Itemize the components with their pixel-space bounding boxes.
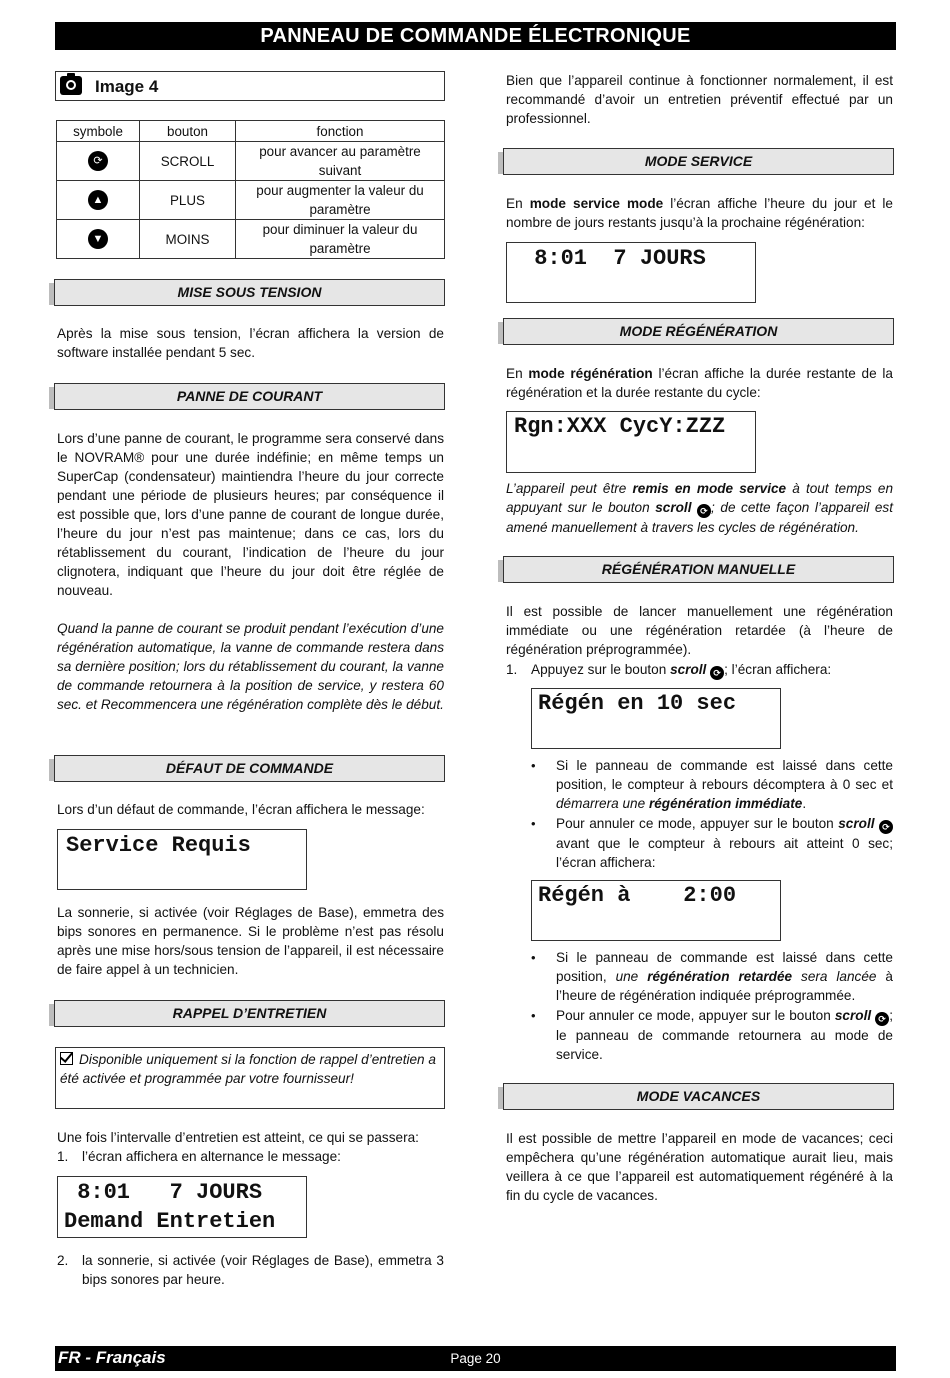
- table-cell: PLUS: [140, 181, 236, 220]
- paragraph: Lors d’un défaut de commande, l’écran affichera le message:: [57, 802, 425, 817]
- paragraph: Bien que l’appareil continue à fonctionner normalement, il est recommandé d’avoir un entretien préventif effectué par un professionnel.: [506, 73, 893, 126]
- lcd-line: 8:01 7 JOURS: [64, 1180, 263, 1205]
- paragraph: Il est possible de lancer manuellement une régénération immédiate ou une régénération retardée (à l’heure de régénération préprogrammée).: [506, 604, 893, 657]
- list-number: 2.: [57, 1253, 69, 1268]
- table-header: bouton: [140, 121, 236, 142]
- plus-icon: ▲: [88, 190, 108, 210]
- scroll-icon: ⟳: [875, 1012, 889, 1026]
- list-item: [506, 660, 893, 679]
- lcd-display-service-requis: Service Requis: [57, 829, 307, 890]
- list-number: 1.: [506, 662, 518, 677]
- note-text: Disponible uniquement si la fonction de rappel d’entretien a été activée et programmée par votre fournisseur!: [60, 1052, 436, 1086]
- table-header: symbole: [57, 121, 140, 142]
- lcd-display-mode-regeneration: Rgn:XXX CycY:ZZZ: [506, 411, 756, 473]
- lcd-display-regen-10-sec: Régén en 10 sec: [531, 688, 781, 749]
- paragraph: Il est possible de mettre l’appareil en mode de vacances; ceci empêchera qu’une régénération automatique aurait lieu, mais veillera à ce que l’appareil est automatiquement régénéré à la fin du cycle de vacances.: [506, 1131, 893, 1203]
- table-header-row: [57, 121, 445, 142]
- image-caption-box: [55, 71, 445, 101]
- bullet-item: • Pour annuler ce mode, appuyer sur le bouton scroll ⟳ ; le panneau de commande retournera au mode de service.: [531, 1008, 893, 1062]
- paragraph: Après la mise sous tension, l’écran affichera la version de software installée pendant 5 sec.: [57, 326, 444, 360]
- table-cell: SCROLL: [140, 142, 236, 181]
- bullet-item: • Si le panneau de commande est laissé dans cette position, le compteur à rebours décomptera à 0 sec et démarrera une régénération immédiate.: [531, 758, 893, 811]
- bullet-item: • Si le panneau de commande est laissé dans cette position, une régénération retardée sera lancée à l’heure de régénération indiquée préprogrammée.: [531, 950, 893, 1003]
- table-row: [57, 142, 445, 181]
- checkbox-icon: [60, 1052, 73, 1065]
- note-box: [55, 1047, 445, 1109]
- footer-language: FR - Français: [58, 1348, 166, 1367]
- symbol-table: [56, 120, 445, 259]
- paragraph: La sonnerie, si activée (voir Réglages de Base), emmetra des bips sonores en permanence. Si le problème n’est pas résolu après une mise hors/sous tension de l’appareil, il est nécessaire de faire appel à un technicien.: [57, 905, 444, 977]
- list-text: Appuyez sur le bouton scroll ⟳ ; l’écran affichera:: [531, 662, 832, 678]
- section-heading-rappel-entretien: RAPPEL D’ENTRETIEN: [54, 1000, 445, 1027]
- scroll-icon: ⟳: [710, 666, 724, 680]
- page-number: Page 20: [450, 1351, 501, 1366]
- scroll-icon: ⟳: [879, 820, 893, 834]
- list-item: [57, 1147, 444, 1166]
- lcd-line: Demand Entretien: [64, 1209, 276, 1234]
- lcd-display-entretien: [57, 1176, 307, 1238]
- list-number: 1.: [57, 1149, 69, 1164]
- paragraph: Lors d’une panne de courant, le programme sera conservé dans le NOVRAM® pour une durée indéfinie; en même temps un SuperCap (condensateur) maintiendra l’heure du jour correcte pendant une période de plusieurs heures; par conséquence il est possible que, lors d’une panne de courant de longue durée, l’heure du jour n’est pas maintenue; dans ce cas, lors du rétablissement du courant, l’indication de l’heure du jour clignotera, indiquant que l’heure du jour doit être réglée de nouveau.: [57, 431, 444, 598]
- page-footer: [55, 1346, 896, 1371]
- section-heading-defaut-de-commande: DÉFAUT DE COMMANDE: [54, 755, 445, 782]
- image-label: Image 4: [95, 77, 159, 96]
- lcd-display-mode-service: 8:01 7 JOURS: [506, 242, 756, 303]
- section-heading-panne-de-courant: PANNE DE COURANT: [54, 383, 445, 410]
- camera-icon: [60, 76, 82, 95]
- paragraph: En mode service mode l’écran affiche l’heure du jour et le nombre de jours restants jusqu’à la prochaine régénération:: [506, 196, 893, 230]
- bullet-item: • Pour annuler ce mode, appuyer sur le bouton scroll ⟳ avant que le compteur à rebours ait atteint 0 sec; l’écran affichera:: [531, 816, 893, 870]
- section-heading-mode-service: MODE SERVICE: [503, 148, 894, 175]
- bullet-text: Si le panneau de commande est laissé dans cette position, le compteur à rebours décomptera à 0 sec et démarrera une régénération immédiate.: [556, 758, 893, 811]
- table-row: [57, 220, 445, 259]
- lcd-display-regen-delayed: Régén à 2:00: [531, 880, 781, 941]
- table-cell: pour avancer au paramètre suivant: [236, 142, 445, 181]
- bullet-text: Pour annuler ce mode, appuyer sur le bouton scroll ⟳ avant que le compteur à rebours ait atteint 0 sec; l’écran affichera:: [556, 816, 893, 870]
- scroll-icon: ⟳: [88, 151, 108, 171]
- bullet-text: Pour annuler ce mode, appuyer sur le bouton scroll ⟳ ; le panneau de commande retournera au mode de service.: [556, 1008, 893, 1062]
- list-text: l’écran affichera en alternance le message:: [82, 1149, 341, 1164]
- list-text: la sonnerie, si activée (voir Réglages de Base), emmetra 3 bips sonores par heure.: [82, 1253, 444, 1287]
- page-header: PANNEAU DE COMMANDE ÉLECTRONIQUE: [55, 22, 896, 50]
- table-row: [57, 181, 445, 220]
- paragraph-italic: L’appareil peut être remis en mode service à tout temps en appuyant sur le bouton scroll ⟳ ; de cette façon l’appareil est amené manuellement à travers les cycles de régénération.: [506, 481, 894, 535]
- table-cell: MOINS: [140, 220, 236, 259]
- paragraph-italic: Quand la panne de courant se produit pendant l’exécution d’une régénération automatique, la vanne de commande restera dans sa dernière position; lors du rétablissement du courant, la vanne de commande retournera à la position de service, y restera 60 sec. et Recommencera une régénération complète dès le début.: [57, 621, 444, 712]
- table-cell: pour diminuer la valeur du paramètre: [236, 220, 445, 259]
- minus-icon: ▼: [88, 229, 108, 249]
- section-heading-mise-sous-tension: MISE SOUS TENSION: [54, 279, 445, 306]
- paragraph: Une fois l’intervalle d’entretien est atteint, ce qui se passera:: [57, 1130, 419, 1145]
- table-cell: pour augmenter la valeur du paramètre: [236, 181, 445, 220]
- paragraph: En mode régénération l’écran affiche la durée restante de la régénération et la durée restante du cycle:: [506, 366, 893, 400]
- section-heading-mode-regeneration: MODE RÉGÉNÉRATION: [503, 318, 894, 345]
- list-item: [57, 1251, 444, 1289]
- section-heading-mode-vacances: MODE VACANCES: [503, 1083, 894, 1110]
- section-heading-regeneration-manuelle: RÉGÉNÉRATION MANUELLE: [503, 556, 894, 583]
- table-header: fonction: [236, 121, 445, 142]
- bullet-text: Si le panneau de commande est laissé dans cette position, une régénération retardée sera lancée à l’heure de régénération indiquée préprogrammée.: [556, 950, 893, 1003]
- scroll-icon: ⟳: [697, 504, 711, 518]
